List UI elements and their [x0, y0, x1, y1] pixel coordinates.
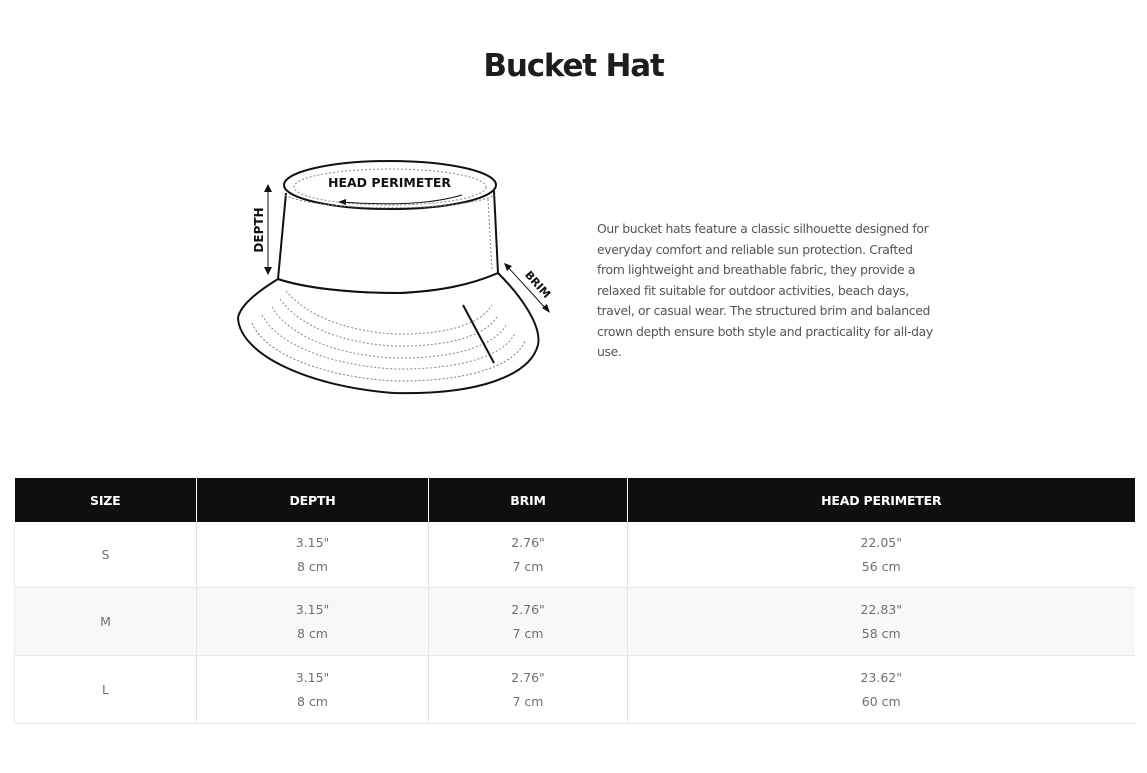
head-inches: 23.62" — [860, 669, 903, 685]
product-description: Our bucket hats feature a classic silhouette designed for everyday comfort and reliable sun protection. Crafted from lightweight and breathable fabric, they provide a relaxed fit suitable for outdoor activities, beach days, travel, or casual wear. The structured brim and balanced crown depth ensure both style and practicality for all-day use. — [597, 221, 933, 359]
size-value: L — [102, 681, 109, 697]
brim-inches: 2.76" — [511, 669, 545, 685]
table-row — [15, 522, 1135, 588]
depth-cm: 8 cm — [297, 625, 328, 641]
cell-size — [15, 656, 197, 724]
head-cm: 58 cm — [861, 625, 901, 641]
cell-head-perimeter — [628, 522, 1135, 588]
size-value: S — [101, 546, 110, 562]
brim-cm: 7 cm — [512, 558, 544, 574]
cell-brim — [429, 522, 628, 588]
cell-head-perimeter — [628, 656, 1135, 724]
head-inches: 22.83" — [860, 601, 903, 617]
table-row — [15, 656, 1135, 724]
size-value: M — [100, 613, 111, 629]
page-title: Bucket Hat — [483, 48, 664, 84]
header-brim: BRIM — [429, 478, 628, 522]
head-cm: 56 cm — [861, 558, 901, 574]
depth-cm: 8 cm — [297, 558, 328, 574]
cell-head-perimeter — [628, 588, 1135, 656]
hat-diagram — [230, 155, 560, 405]
brim-cm: 7 cm — [512, 625, 544, 641]
brim-cm: 7 cm — [512, 693, 544, 709]
brim-inches: 2.76" — [511, 601, 545, 617]
depth-cm: 8 cm — [297, 693, 328, 709]
size-chart-table — [14, 478, 1135, 724]
header-depth: DEPTH — [197, 478, 429, 522]
depth-inches: 3.15" — [295, 601, 330, 617]
brim-label: BRIM — [522, 268, 554, 301]
table-header-row — [15, 478, 1135, 522]
head-cm: 60 cm — [861, 693, 901, 709]
depth-inches: 3.15" — [295, 534, 330, 550]
table-row — [15, 588, 1135, 656]
cell-size — [15, 588, 197, 656]
cell-depth — [197, 656, 429, 724]
depth-inches: 3.15" — [295, 669, 330, 685]
header-head-perimeter: HEAD PERIMETER — [628, 478, 1135, 522]
head-inches: 22.05" — [860, 534, 903, 550]
cell-brim — [429, 656, 628, 724]
header-size: SIZE — [15, 478, 197, 522]
cell-brim — [429, 588, 628, 656]
cell-depth — [197, 588, 429, 656]
bucket-hat-illustration-icon — [230, 155, 560, 405]
head-perimeter-label: HEAD PERIMETER — [328, 175, 452, 190]
brim-inches: 2.76" — [511, 534, 545, 550]
cell-depth — [197, 522, 429, 588]
cell-size — [15, 522, 197, 588]
depth-label: DEPTH — [252, 207, 266, 253]
